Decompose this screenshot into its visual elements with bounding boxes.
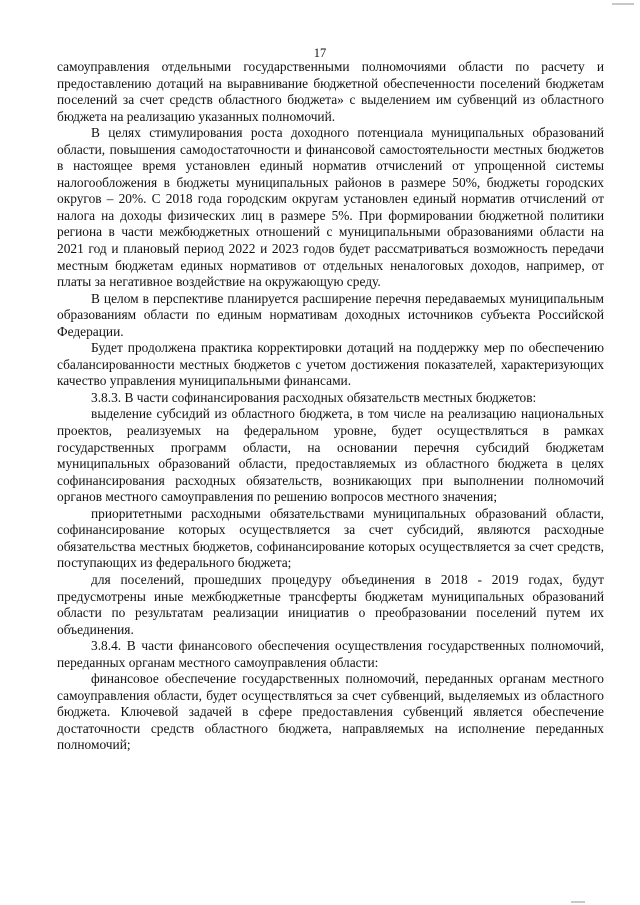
scan-artifact-bottom [571,901,585,903]
paragraph-merged-settlements: для поселений, прошедших процедуру объединения в 2018 - 2019 годах, будут предусмотрены иные межбюджетные трансферты бюджетам муниципальных образований области по результатам реализации инициатив о преобразовании поселений путем их объединения. [57,571,604,637]
scan-artifact-top [612,3,634,5]
paragraph-subventions: финансовое обеспечение государственных полномочий, переданных органам местного самоуправления области, будет осуществляться за счет субвенций, выделяемых из областного бюджета. Ключевой задачей в сфере предоставления субвенций является обеспечение достаточности средств областного бюджета, направляемых на исполнение переданных полномочий; [57,671,604,753]
section-heading-3-8-4: 3.8.4. В части финансового обеспечения осуществления государственных полномочий, переданных органам местного самоуправления области: [57,638,604,670]
paragraph-tax-potential: В целях стимулирования роста доходного потенциала муниципальных образований области, повышения самодостаточности и финансовой самостоятельности местных бюджетов в настоящее время установлен единый норматив отчислений от упрощенной системы налогообложения в бюджеты муниципальных районов в размере 50%, бюджеты городских округов – 20%. С 2018 года городским округам установлен единый норматив отчислений от налога на доходы физических лиц в размере 5%. При формировании бюджетной политики региона в части межбюджетных отношений с муниципальными образованиями области на 2021 год и плановый период 2022 и 2023 годов будет рассматриваться возможность передачи местным бюджетам единых нормативов от отдельных неналоговых доходов, например, от платы за негативное воздействие на окружающую среду. [57,125,604,290]
paragraph-priority-obligations: приоритетными расходными обязательствами муниципальных образований области, софинансирование которых осуществляется за счет субсидий, являются расходные обязательства местных бюджетов, софинансирование которых осуществляется за счет средств, поступающих из федерального бюджета; [57,505,604,571]
page-number: 17 [313,46,327,60]
paragraph-revenue-sources: В целом в перспективе планируется расширение перечня передаваемых муниципальным образованиям области по единым нормативам доходных источников субъекта Российской Федерации. [57,290,604,339]
document-body [57,59,604,754]
section-heading-3-8-3: 3.8.3. В части софинансирования расходных обязательств местных бюджетов: [91,389,537,405]
paragraph-subsidy-correction: Будет продолжена практика корректировки дотаций на поддержку мер по обеспечению сбалансированности местных бюджетов с учетом достижения показателей, характеризующих качество управления муниципальными финансами. [57,340,604,389]
paragraph-subsidy-allocation: выделение субсидий из областного бюджета, в том числе на реализацию национальных проектов, реализуемых на федеральном уровне, будет осуществляться в рамках государственных программ области, на основании перечня субсидий бюджетам муниципальных образований области, предоставляемых из областного бюджета в целях софинансирования расходных обязательств, возникающих при выполнении полномочий органов местного самоуправления по решению вопросов местного значения; [57,406,604,505]
paragraph-continuation: самоуправления отдельными государственными полномочиями области по расчету и предоставлению дотаций на выравнивание бюджетной обеспеченности поселений бюджетам поселений за счет средств областного бюджета» с выделением им субвенций из областного бюджета на реализацию указанных полномочий. [57,59,604,124]
